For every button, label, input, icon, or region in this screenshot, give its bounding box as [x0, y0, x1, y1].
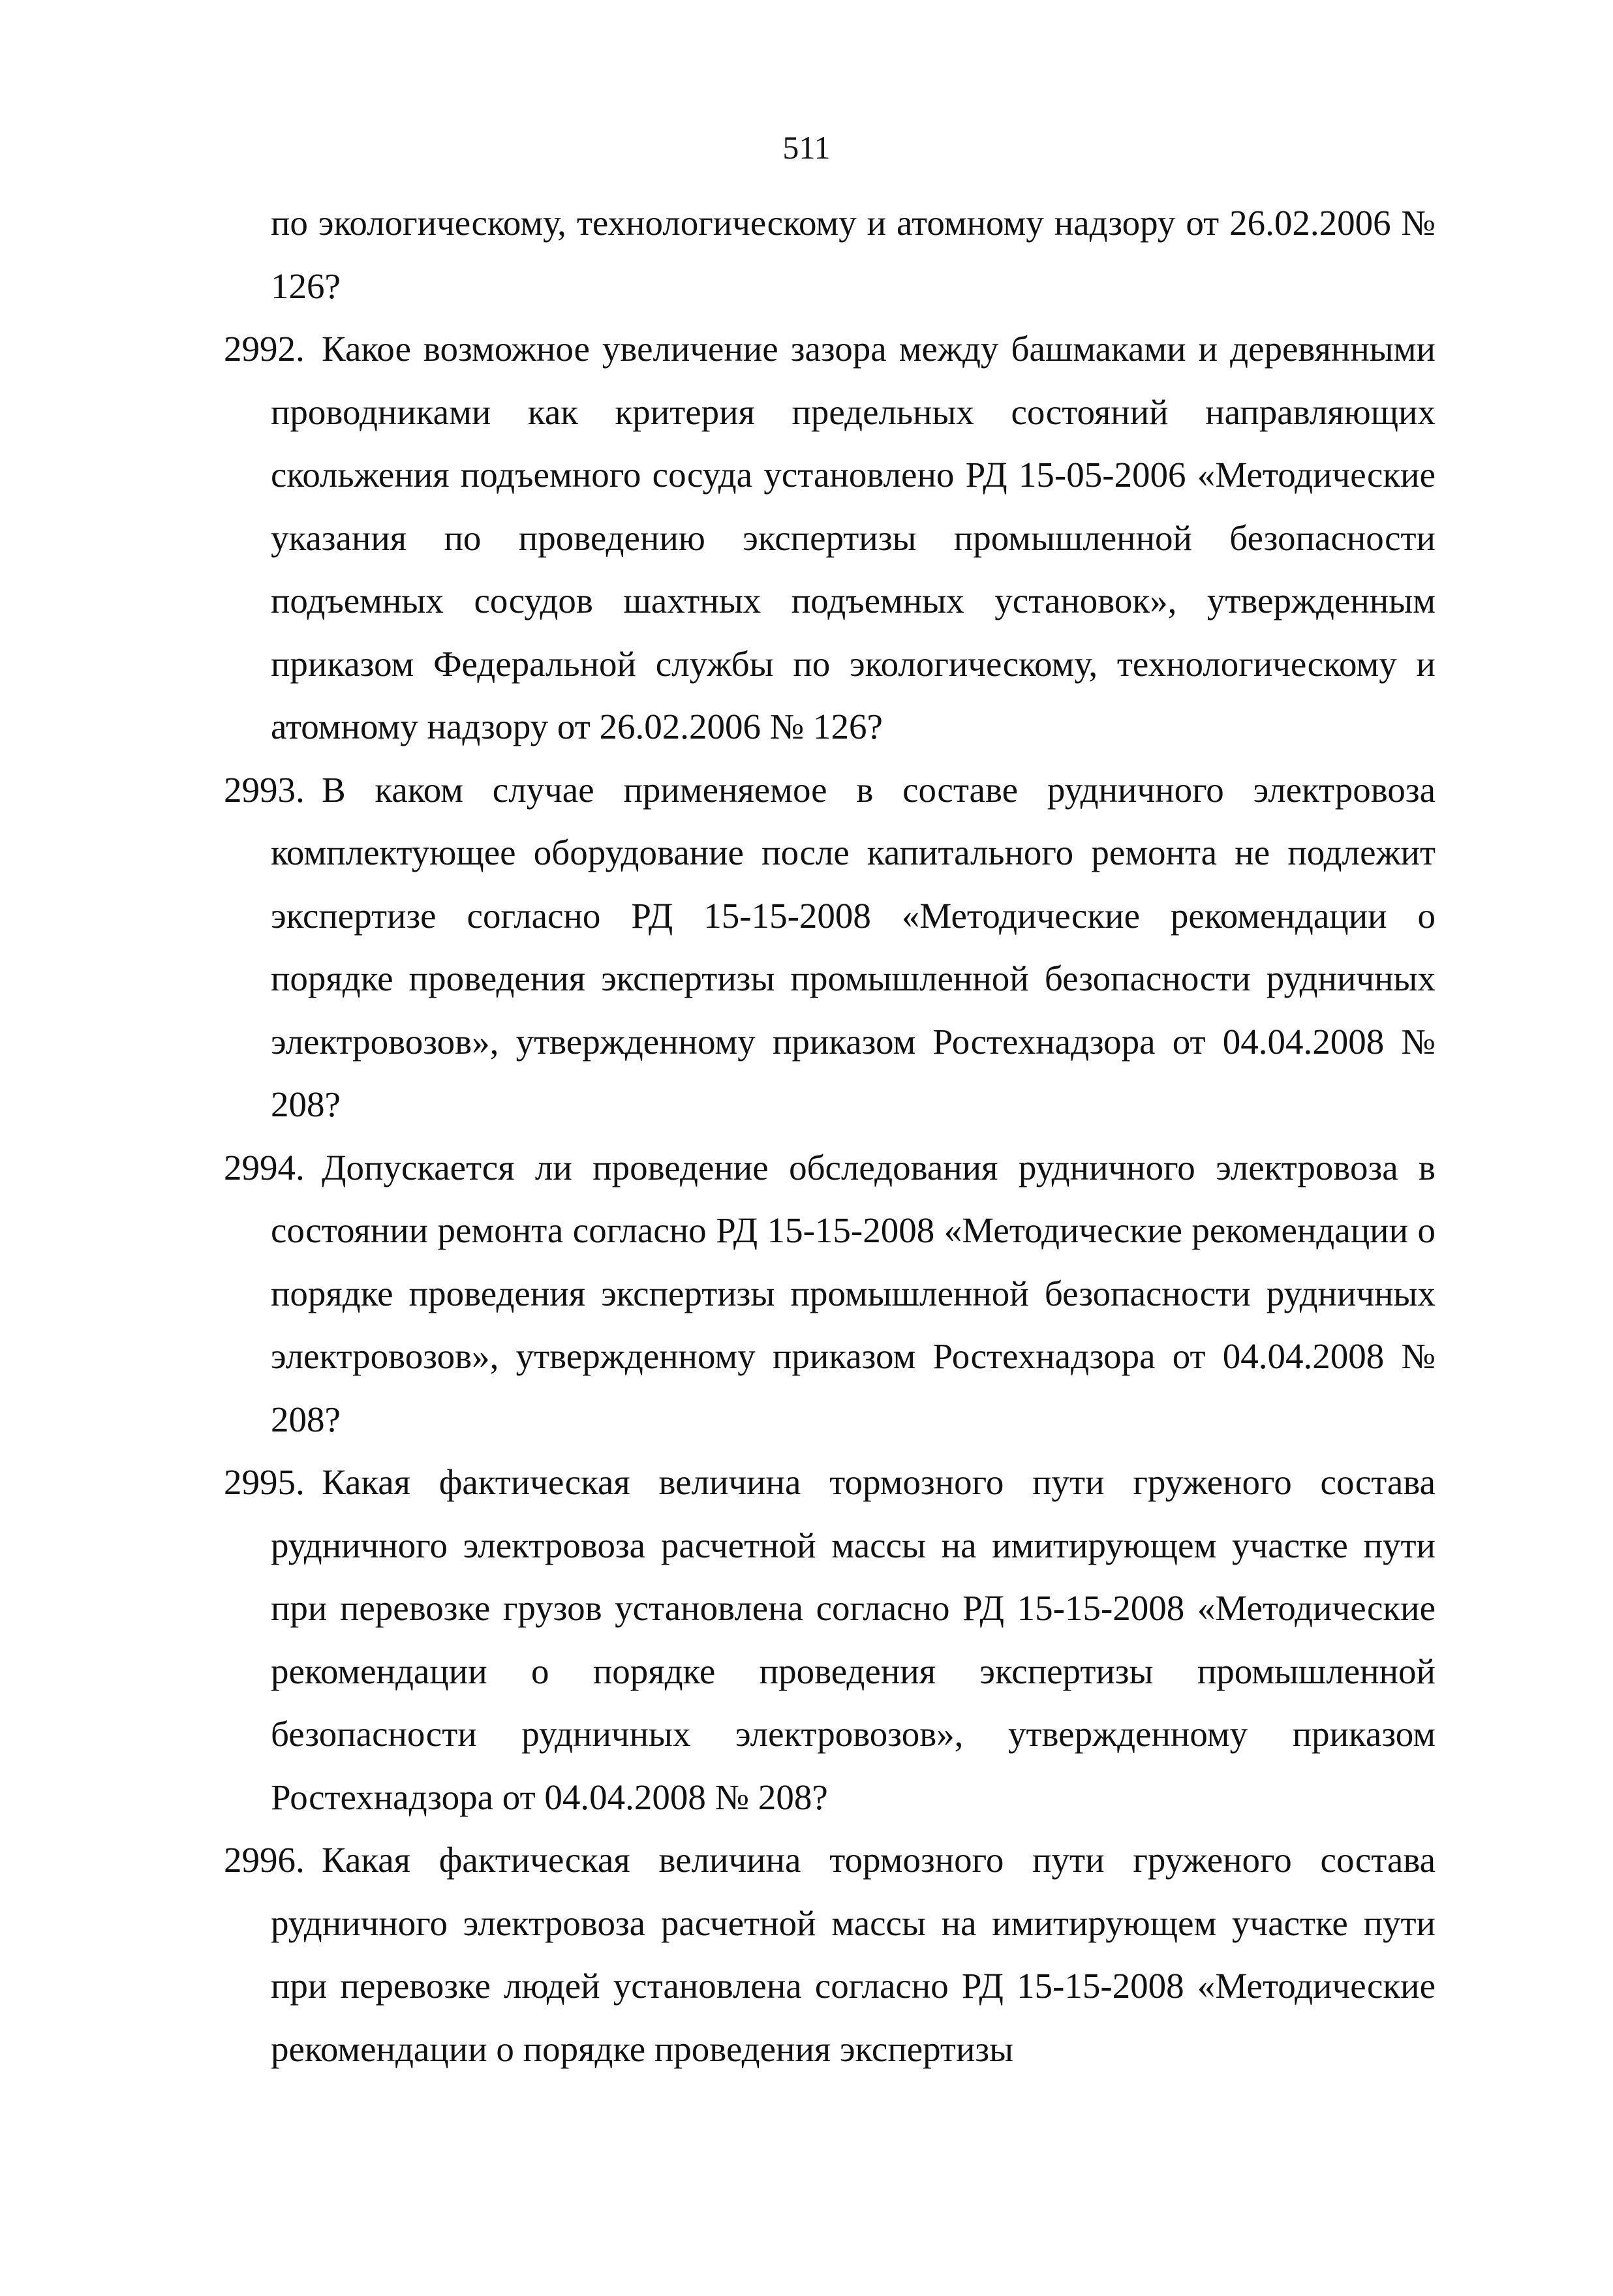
question-item: [224, 318, 1436, 759]
question-text: В каком случае применяемое в составе рудничного электровоза комплектующее оборудование после капитального ремонта не подлежит экспертизе согласно РД 15-15-2008 «Методические рекомендации о порядке проведения экспертизы промышленной безопасности рудничных электровозов», утвержденному приказом Ростехнадзора от 04.04.2008 № 208?: [271, 769, 1436, 1124]
question-item: [224, 1451, 1436, 1829]
question-text: Какое возможное увеличение зазора между башмаками и деревянными проводниками как критерия предельных состояний направляющих скольжения подъемного сосуда установлено РД 15-05-2006 «Методические указания по проведению экспертизы промышленной безопасности подъемных сосудов шахтных подъемных установок», утвержденным приказом Федеральной службы по экологическому, технологическому и атомному надзору от 26.02.2006 № 126?: [271, 329, 1436, 746]
question-number: 2992 .: [224, 318, 305, 381]
question-number: 2994 .: [224, 1137, 305, 1200]
question-text: Какая фактическая величина тормозного пути груженого состава рудничного электровоза расчетной массы на имитирующем участке пути при перевозке грузов установлена согласно РД 15-15-2008 «Методические рекомендации о порядке проведения экспертизы промышленной безопасности рудничных электровозов», утвержденному приказом Ростехнадзора от 04.04.2008 № 208?: [271, 1462, 1436, 1817]
question-item: [224, 759, 1436, 1137]
page-number: 511: [782, 129, 831, 166]
question-item: [224, 1137, 1436, 1452]
document-body: [224, 192, 1436, 2081]
question-item: [224, 1829, 1436, 2081]
question-text: Какая фактическая величина тормозного пути груженого состава рудничного электровоза расчетной массы на имитирующем участке пути при перевозке людей установлена согласно РД 15-15-2008 «Методические рекомендации о порядке проведения экспертизы: [271, 1840, 1436, 2069]
question-number: 2996 .: [224, 1829, 305, 1892]
question-number: 2993 .: [224, 759, 305, 822]
question-number: 2995 .: [224, 1451, 305, 1514]
continuation-paragraph: по экологическому, технологическому и атомному надзору от 26.02.2006 № 126?: [271, 203, 1436, 306]
question-text: Допускается ли проведение обследования рудничного электровоза в состоянии ремонта согласно РД 15-15-2008 «Методические рекомендации о порядке проведения экспертизы промышленной безопасности рудничных электровозов», утвержденному приказом Ростехнадзора от 04.04.2008 № 208?: [271, 1147, 1436, 1439]
